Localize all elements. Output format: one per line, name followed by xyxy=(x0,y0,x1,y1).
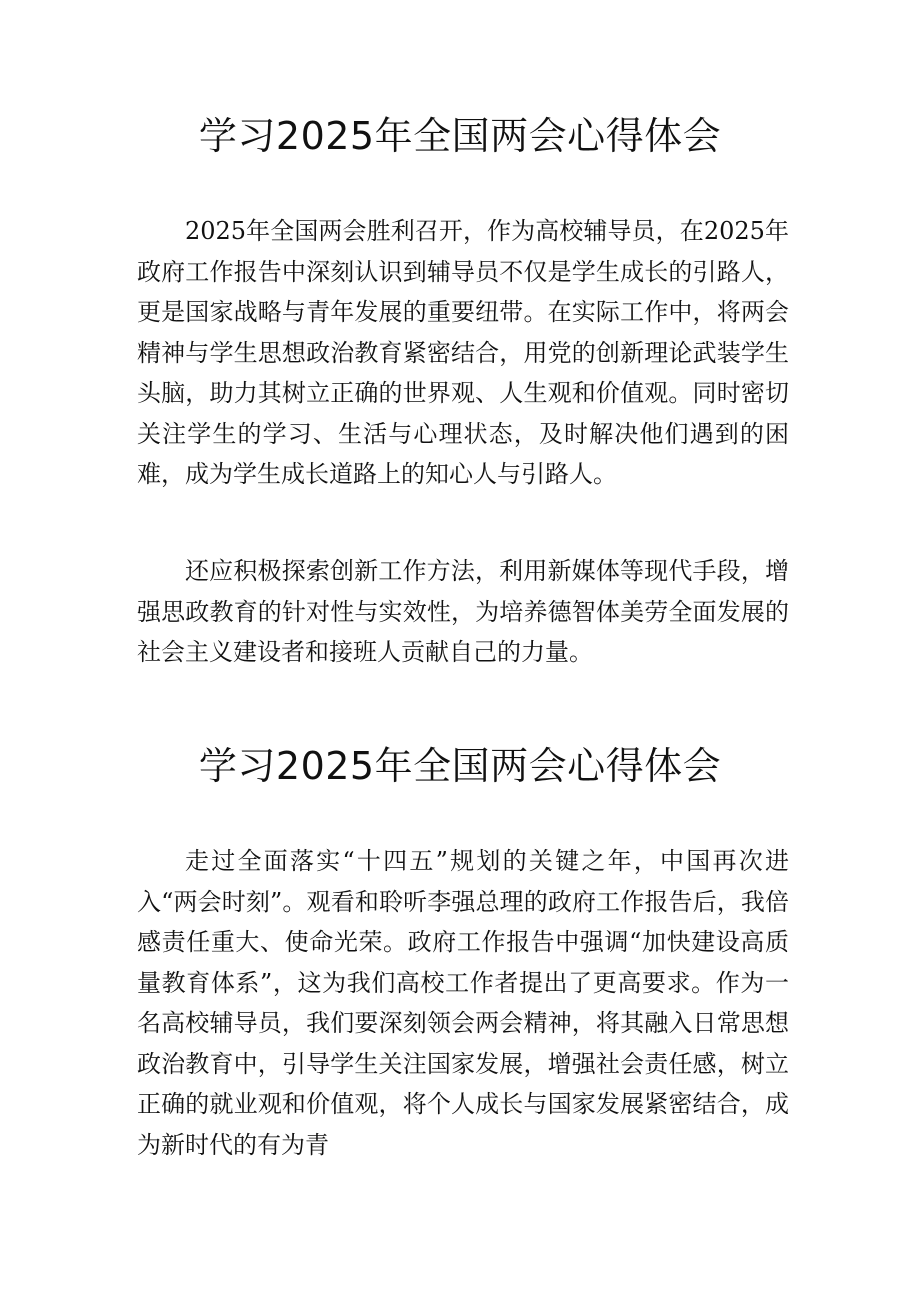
section-2-paragraph-1: 走过全面落实“十四五”规划的关键之年，中国再次进入“两会时刻”。观看和聆听李强总理的政府工作报告后，我倍感责任重大、使命光荣。政府工作报告中强调“加快建设高质量教育体系”，这为我们高校工作者提出了更高要求。作为一名高校辅导员，我们要深刻领会两会精神，将其融入日常思想政治教育中，引导学生关注国家发展，增强社会责任感，树立正确的就业观和价值观，将个人成长与国家发展紧密结合，成为新时代的有为青 xyxy=(137,847,789,1159)
section-1-paragraph-1: 2025年全国两会胜利召开，作为高校辅导员，在2025年政府工作报告中深刻认识到辅导员不仅是学生成长的引路人，更是国家战略与青年发展的重要纽带。在实际工作中，将两会精神与学生思想政治教育紧密结合，用党的创新理论武装学生头脑，助力其树立正确的世界观、人生观和价值观。同时密切关注学生的学习、生活与心理状态，及时解决他们遇到的困难，成为学生成长道路上的知心人与引路人。 xyxy=(137,217,789,488)
section-1-title: 学习2025年全国两会心得体会 xyxy=(198,114,722,158)
section-2-title: 学习2025年全国两会心得体会 xyxy=(198,744,722,788)
section-1-paragraph-2: 还应积极探索创新工作方法，利用新媒体等现代手段，增强思政教育的针对性与实效性，为培养德智体美劳全面发展的社会主义建设者和接班人贡献自己的力量。 xyxy=(137,557,789,666)
